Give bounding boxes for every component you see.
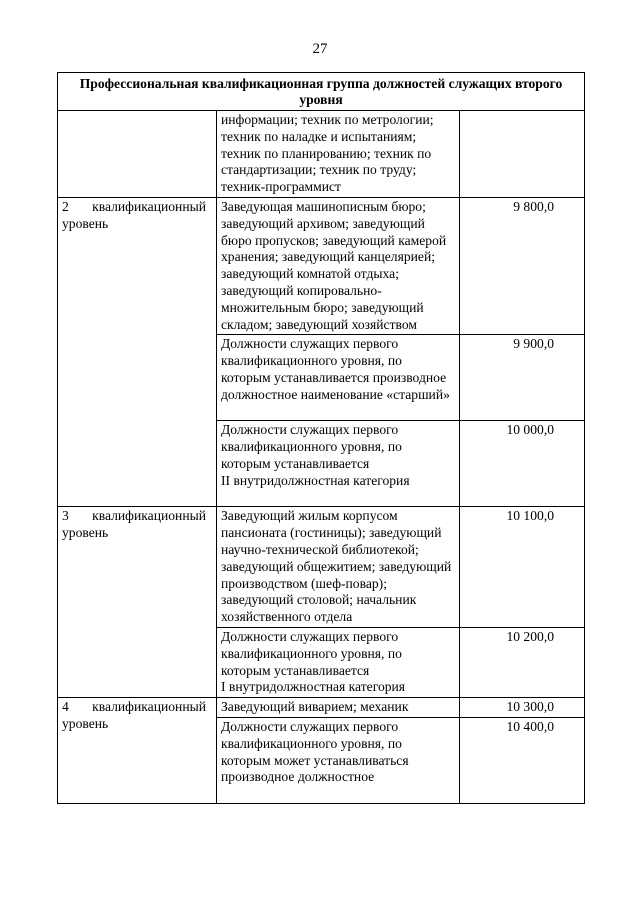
table-header: Профессиональная квалификационная группа должностей служащих второго уровня — [58, 73, 585, 111]
table-row — [58, 197, 585, 334]
position-line: II внутридолжностная категория — [221, 472, 410, 488]
position-line: Должности служащих первого — [221, 628, 399, 644]
position-line: заведующий копировально- — [221, 282, 382, 298]
position-line: квалификационного уровня, по — [221, 353, 402, 369]
positions-cell — [217, 197, 460, 334]
position-line: производное должностное — [221, 769, 375, 785]
level-cell — [58, 698, 217, 804]
position-line: информации; техник по метрологии; — [221, 112, 434, 127]
position-line: Должности служащих первого — [221, 422, 399, 438]
position-line: заведующий общежитием; заведующий — [221, 558, 452, 574]
level-word: уровень — [62, 715, 109, 731]
positions-cell — [217, 698, 460, 718]
position-line: множительным бюро; заведующий — [221, 299, 424, 315]
positions-cell — [217, 507, 460, 628]
salary-cell: 10 400,0 — [460, 717, 585, 803]
salary-cell — [460, 111, 585, 198]
salary-cell: 10 100,0 — [460, 507, 585, 628]
position-line: хозяйственного отдела — [221, 609, 353, 625]
table-row — [58, 111, 585, 198]
salary-cell: 9 900,0 — [460, 335, 585, 421]
position-line: которым может устанавливаться — [221, 752, 409, 768]
position-line: которым устанавливается — [221, 662, 370, 678]
position-line: складом; заведующий хозяйством — [221, 316, 417, 332]
salary-cell: 10 000,0 — [460, 421, 585, 507]
position-line: научно-технической библиотекой; — [221, 541, 419, 557]
level-cell — [58, 111, 217, 198]
level-number: 4 — [62, 699, 69, 715]
position-line: бюро пропусков; заведующий камерой — [221, 232, 447, 248]
position-line: Заведующий виварием; механик — [221, 699, 409, 715]
positions-cell — [217, 421, 460, 507]
position-line: пансионата (гостиницы); заведующий — [221, 525, 442, 541]
position-line: которым устанавливается производное — [221, 369, 447, 385]
position-line: производством (шеф-повар); — [221, 575, 387, 591]
position-line: заведующий архивом; заведующий — [221, 215, 425, 231]
position-line: Должности служащих первого — [221, 718, 399, 734]
position-line: квалификационного уровня, по — [221, 645, 402, 661]
level-word: уровень — [62, 525, 109, 541]
level-word: квалификационный — [92, 699, 206, 715]
position-line: техник по наладке и испытаниям; — [221, 128, 417, 144]
position-line: хранения; заведующий канцелярией; — [221, 249, 436, 265]
position-line: Заведующий жилым корпусом — [221, 508, 398, 524]
level-number: 2 — [62, 198, 69, 214]
position-line: заведующий комнатой отдыха; — [221, 266, 399, 282]
table-row — [58, 698, 585, 718]
position-line: Должности служащих первого — [221, 336, 399, 352]
position-line: квалификационного уровня, по — [221, 735, 402, 751]
table-header-row — [58, 73, 585, 111]
position-line: должностное наименование «старший» — [221, 386, 450, 402]
position-line: Заведующая машинописным бюро; — [221, 198, 426, 214]
position-line: которым устанавливается — [221, 455, 370, 471]
level-number: 3 — [62, 508, 69, 524]
position-line: квалификационного уровня, по — [221, 439, 402, 455]
position-line: заведующий столовой; начальник — [221, 592, 417, 608]
salary-cell: 10 300,0 — [460, 698, 585, 718]
level-cell — [58, 507, 217, 698]
salary-cell: 10 200,0 — [460, 627, 585, 697]
positions-cell — [217, 111, 460, 198]
level-word: квалификационный — [92, 508, 206, 524]
level-word: квалификационный — [92, 198, 206, 214]
positions-cell — [217, 335, 460, 421]
table-row — [58, 507, 585, 628]
position-line: стандартизации; техник по труду; — [221, 162, 417, 178]
salary-cell: 9 800,0 — [460, 197, 585, 334]
qualification-table — [57, 72, 585, 804]
position-line: I внутридолжностная категория — [221, 679, 406, 695]
positions-cell — [217, 627, 460, 697]
position-line: техник-программист — [221, 179, 342, 195]
page-number: 27 — [312, 41, 328, 57]
positions-cell — [217, 717, 460, 803]
level-word: уровень — [62, 215, 109, 231]
level-cell — [58, 197, 217, 506]
position-line: техник по планированию; техник по — [221, 145, 432, 161]
